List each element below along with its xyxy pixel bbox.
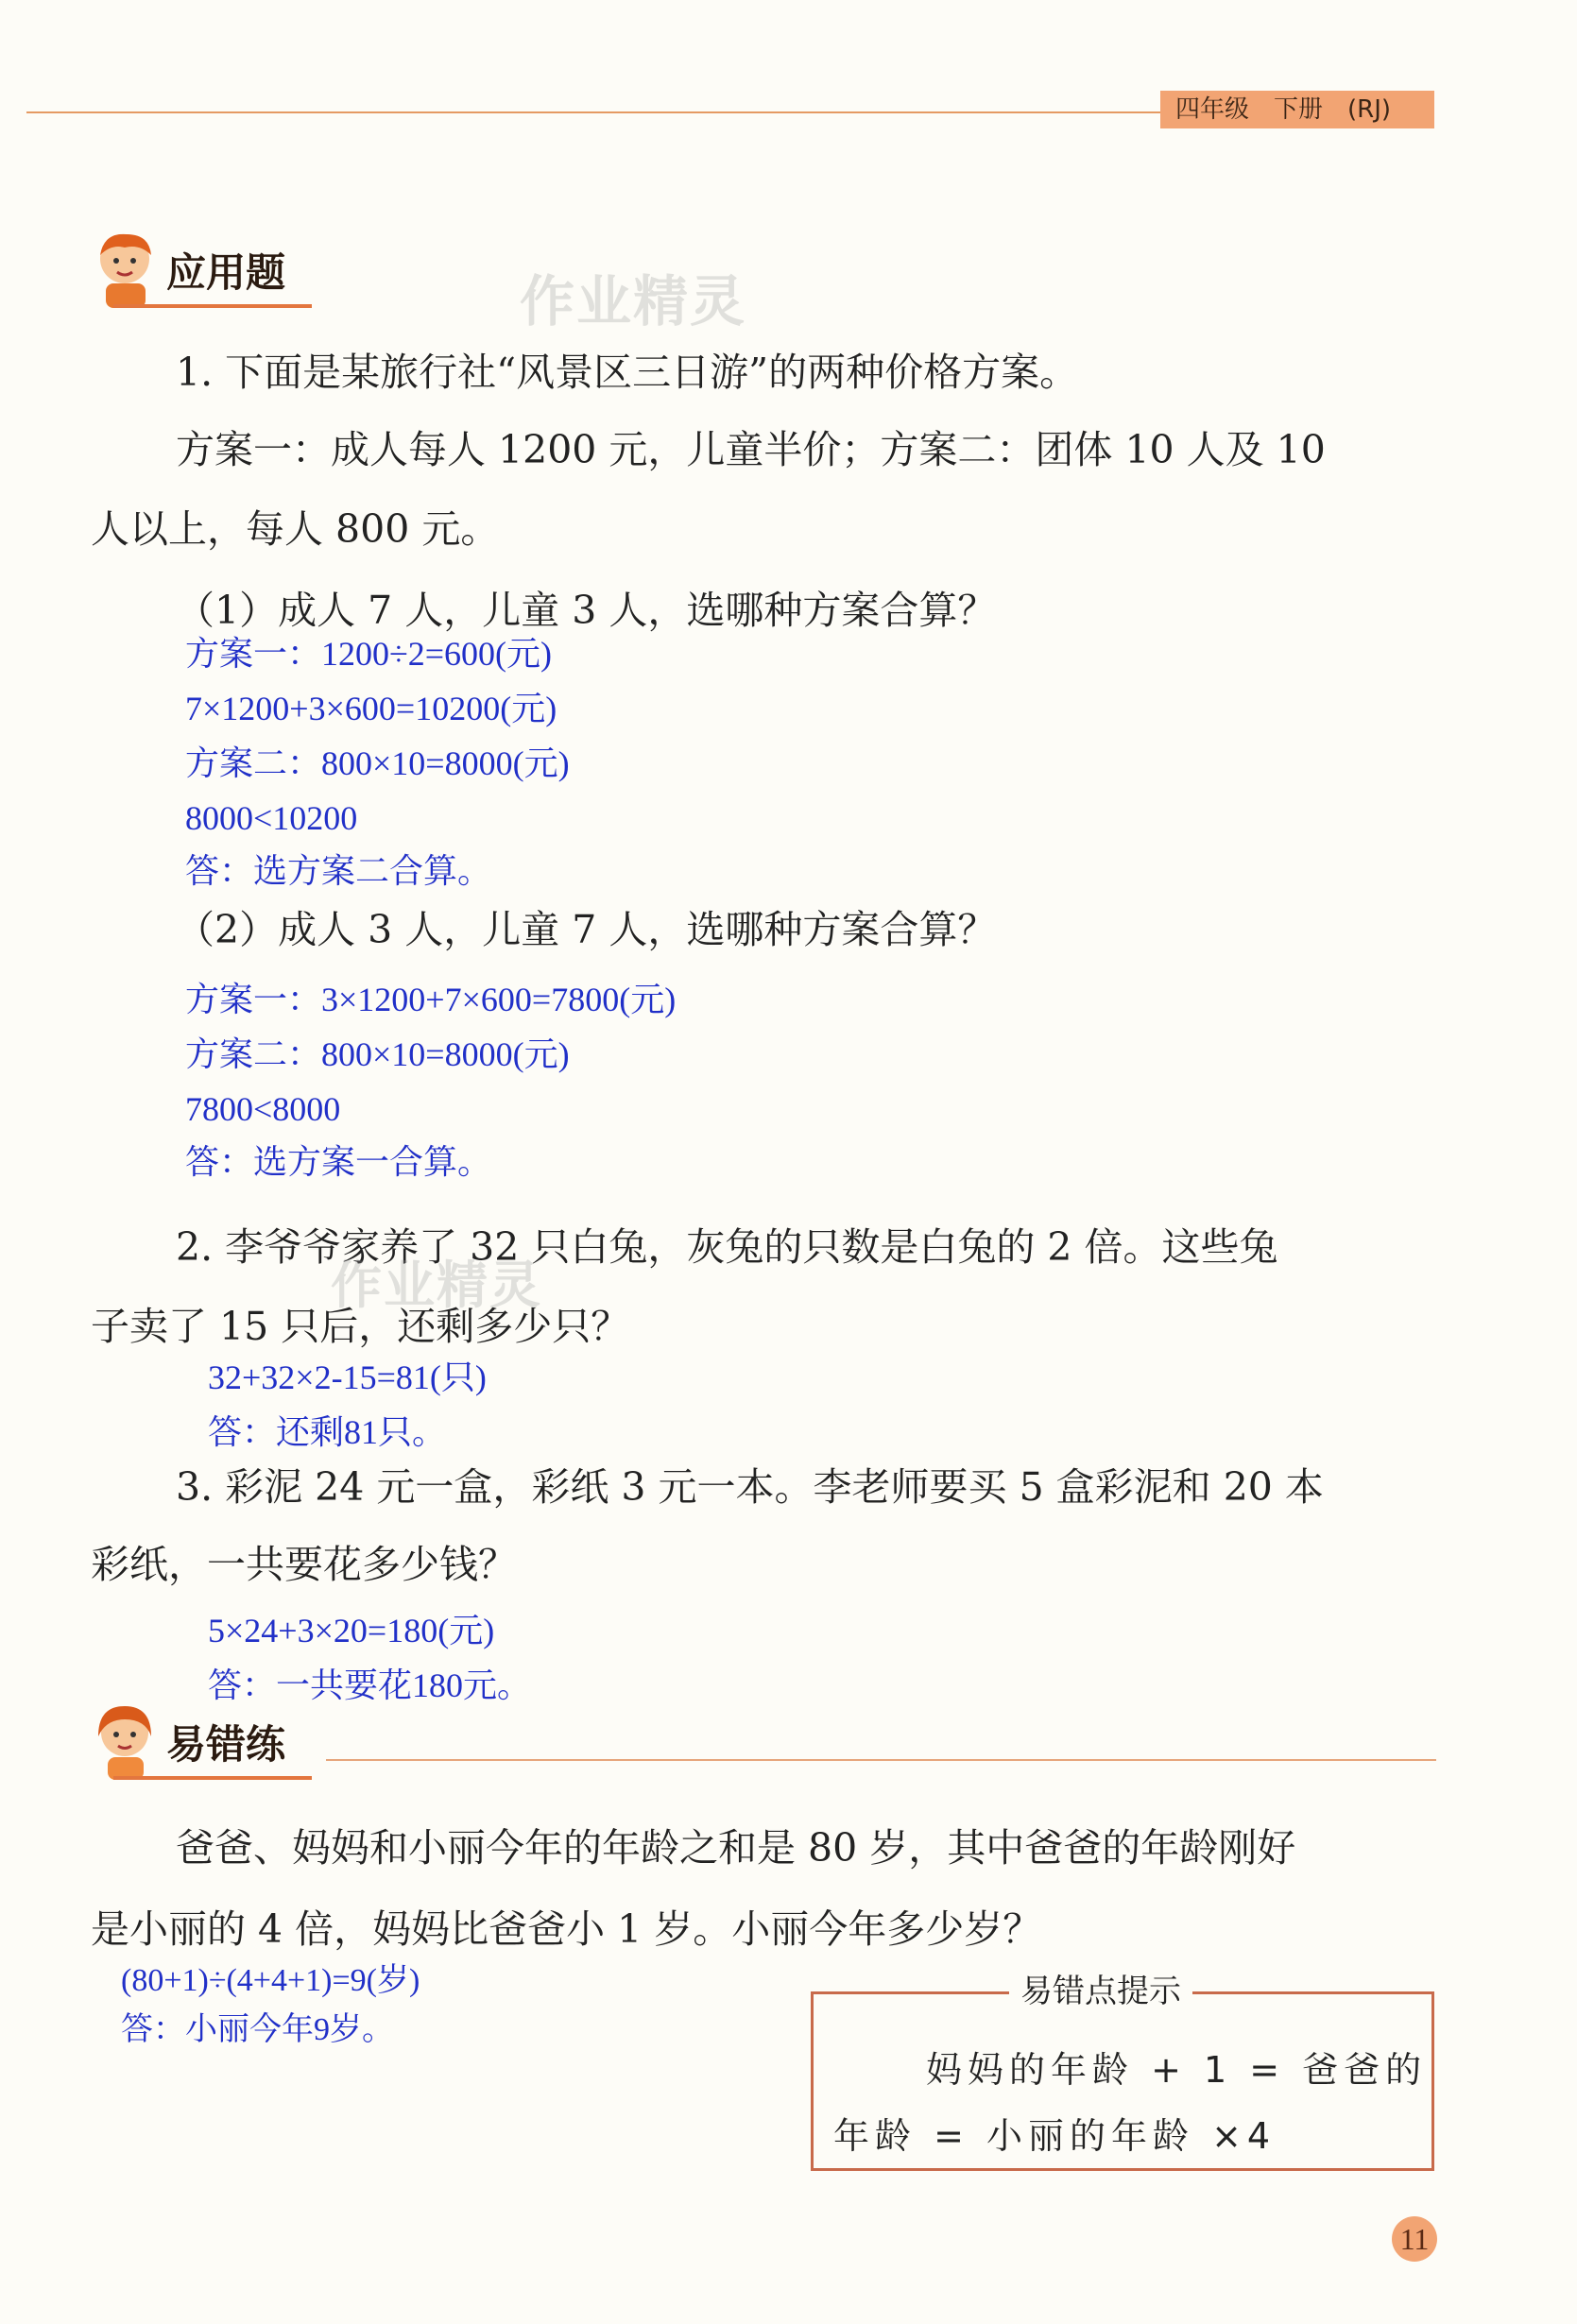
- answer-line: 8000<10200: [185, 799, 358, 837]
- answer-line: 答：选方案一合算。: [185, 1143, 492, 1181]
- answer-line: 答：还剩81只。: [208, 1413, 447, 1451]
- answer-line: 32+32×2-15=81(只): [208, 1359, 487, 1396]
- problem-1-plans: 方案一：成人每人 1200 元，儿童半价；方案二：团体 10 人及 10: [176, 427, 1326, 472]
- answer-line: 答：选方案二合算。: [185, 852, 492, 890]
- cartoon-girl-icon: [87, 1699, 161, 1782]
- answer-line: 5×24+3×20=180(元): [208, 1612, 495, 1649]
- problem-1-question-1: （1）成人 7 人，儿童 3 人，选哪种方案合算？: [176, 588, 997, 633]
- problem-2-text: 2. 李爷爷家养了 32 只白兔，灰兔的只数是白兔的 2 倍。这些兔: [176, 1224, 1278, 1270]
- answer-line: 方案一：3×1200+7×600=7800(元): [185, 981, 677, 1018]
- grade-tag: 四年级 下册 (RJ): [1160, 91, 1434, 128]
- header-rule: [26, 111, 1170, 113]
- hint-line: 妈妈的年龄 + 1 = 爸爸的: [926, 2049, 1428, 2091]
- section-rule: [326, 1759, 1436, 1761]
- answer-line: 方案二：800×10=8000(元): [185, 1035, 570, 1073]
- answer-line: (80+1)÷(4+4+1)=9(岁): [121, 1963, 420, 1998]
- answer-line: 7×1200+3×600=10200(元): [185, 690, 557, 727]
- error-problem-text-cont: 是小丽的 4 倍，妈妈比爸爸小 1 岁。小丽今年多少岁？: [91, 1906, 1042, 1952]
- section-title-application: 应用题: [166, 249, 286, 296]
- answer-line: 方案二：800×10=8000(元): [185, 744, 570, 782]
- error-problem-text: 爸爸、妈妈和小丽今年的年龄之和是 80 岁，其中爸爸的年龄刚好: [176, 1825, 1296, 1871]
- section-title-error-prone: 易错练: [166, 1721, 286, 1768]
- answer-line: 7800<8000: [185, 1090, 341, 1128]
- answer-line: 方案一：1200÷2=600(元): [185, 635, 553, 673]
- cartoon-boy-icon: [87, 227, 161, 310]
- answer-line: 答：小丽今年9岁。: [121, 2012, 394, 2047]
- page-number: 11: [1392, 2216, 1437, 2262]
- problem-3-text-cont: 彩纸，一共要花多少钱？: [91, 1542, 517, 1587]
- hint-title: 易错点提示: [1009, 1971, 1192, 2012]
- problem-1-stem: 1. 下面是某旅行社“风景区三日游”的两种价格方案。: [176, 350, 1079, 395]
- problem-2-text-cont: 子卖了 15 只后，还剩多少只？: [91, 1304, 630, 1349]
- watermark: 作业精灵: [520, 269, 747, 333]
- problem-3-text: 3. 彩泥 24 元一盒，彩纸 3 元一本。李老师要买 5 盒彩泥和 20 本: [176, 1464, 1324, 1510]
- section-underline: [113, 1776, 312, 1780]
- problem-1-plans-cont: 人以上，每人 800 元。: [91, 506, 500, 552]
- answer-line: 答：一共要花180元。: [208, 1666, 532, 1704]
- hint-line: 年龄 = 小丽的年龄 ×4: [833, 2115, 1277, 2157]
- section-underline: [113, 304, 312, 308]
- watermark: 作业精灵: [331, 1256, 542, 1315]
- problem-1-question-2: （2）成人 3 人，儿童 7 人，选哪种方案合算？: [176, 907, 997, 952]
